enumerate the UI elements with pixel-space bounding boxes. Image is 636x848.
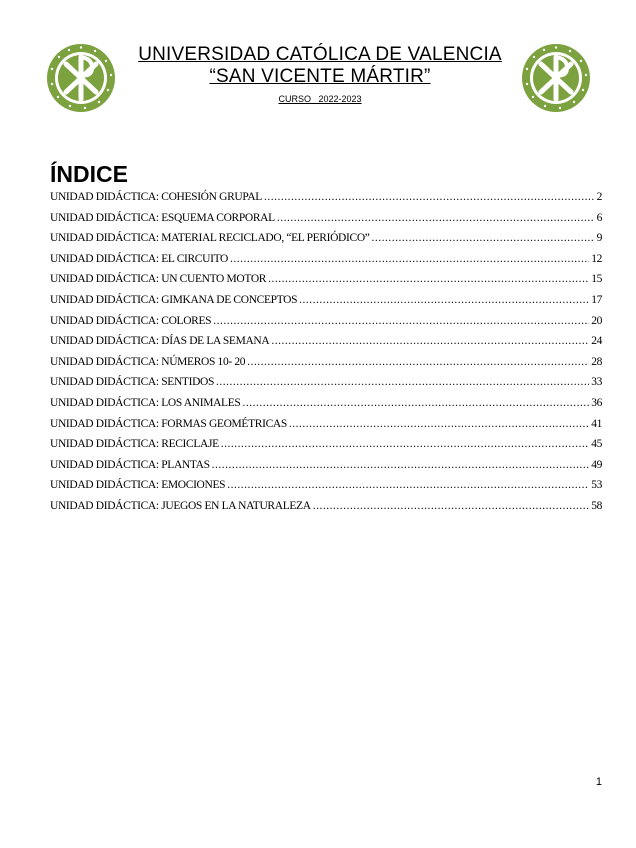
toc-entry-page: 9 — [596, 232, 602, 245]
toc-leader-dots — [277, 212, 595, 224]
toc-leader-dots — [247, 356, 589, 368]
toc-entry[interactable] — [50, 232, 602, 253]
toc-leader-dots — [313, 500, 590, 512]
toc-entry-label: UNIDAD DIDÁCTICA: COHESIÓN GRUPAL — [50, 191, 262, 203]
university-subtitle: “SAN VICENTE MÁRTIR” — [209, 66, 431, 87]
toc-entry-label: UNIDAD DIDÁCTICA: RECICLAJE — [50, 438, 219, 451]
toc-entry-page: 58 — [591, 499, 602, 512]
toc-leader-dots — [372, 232, 595, 244]
toc-entry-label: UNIDAD DIDÁCTICA: FORMAS GEOMÉTRICAS — [50, 417, 287, 430]
toc-entry-label: UNIDAD DIDÁCTICA: COLORES — [50, 314, 212, 327]
toc-entry[interactable] — [50, 315, 602, 336]
toc-entry-page: 41 — [591, 417, 602, 430]
toc-entry-page: 6 — [596, 211, 602, 224]
toc-leader-dots — [221, 438, 589, 450]
toc-entry-label: UNIDAD DIDÁCTICA: GIMKANA DE CONCEPTOS — [50, 293, 298, 306]
page-number: 1 — [595, 776, 602, 788]
toc-leader-dots — [213, 315, 589, 327]
toc-entry[interactable] — [50, 479, 602, 500]
toc-entry-page: 33 — [591, 376, 602, 389]
toc-leader-dots — [268, 273, 589, 285]
toc-leader-dots — [299, 294, 589, 306]
toc-entry-page: 12 — [591, 252, 602, 265]
toc-entry[interactable] — [50, 356, 602, 377]
toc-entry[interactable] — [50, 253, 602, 274]
toc-entry-page: 24 — [591, 335, 602, 348]
toc-entry-label: UNIDAD DIDÁCTICA: EMOCIONES — [50, 479, 226, 492]
toc-entry-label: UNIDAD DIDÁCTICA: DÍAS DE LA SEMANA — [50, 335, 270, 348]
toc-entry[interactable] — [50, 294, 602, 315]
toc-leader-dots — [264, 191, 595, 203]
toc-entry-page: 20 — [591, 314, 602, 327]
toc-leader-dots — [216, 376, 589, 388]
toc-leader-dots — [212, 459, 590, 471]
toc-entry-label: UNIDAD DIDÁCTICA: PLANTAS — [50, 458, 210, 471]
toc-leader-dots — [230, 253, 589, 265]
toc-leader-dots — [289, 418, 589, 430]
toc-entry-label: UNIDAD DIDÁCTICA: MATERIAL RECICLADO, “EL PERIÓDICO” — [50, 232, 370, 245]
table-of-contents — [50, 191, 602, 521]
index-title: ÍNDICE — [50, 161, 128, 187]
toc-entry[interactable] — [50, 397, 602, 418]
toc-entry-page: 28 — [591, 355, 602, 368]
toc-entry-label: UNIDAD DIDÁCTICA: JUEGOS EN LA NATURALEZA — [50, 499, 311, 512]
toc-entry[interactable] — [50, 418, 602, 439]
toc-entry-page: 45 — [591, 438, 602, 451]
toc-entry[interactable] — [50, 191, 602, 212]
university-name: UNIVERSIDAD CATÓLICA DE VALENCIA — [138, 44, 502, 65]
toc-entry[interactable] — [50, 438, 602, 459]
toc-entry-page: 49 — [591, 458, 602, 471]
course-year: CURSO 2022-2023 — [278, 94, 362, 104]
toc-entry[interactable] — [50, 273, 602, 294]
toc-entry-page: 15 — [591, 273, 602, 286]
university-seal-icon — [520, 42, 592, 114]
toc-entry-label: UNIDAD DIDÁCTICA: ESQUEMA CORPORAL — [50, 211, 275, 224]
toc-entry-page: 17 — [591, 293, 602, 306]
toc-entry-page: 36 — [591, 396, 602, 409]
toc-entry-page: 2 — [596, 191, 602, 203]
toc-entry-page: 53 — [591, 479, 602, 492]
toc-leader-dots — [242, 397, 589, 409]
toc-entry-label: UNIDAD DIDÁCTICA: EL CIRCUITO — [50, 252, 228, 265]
toc-entry[interactable] — [50, 212, 602, 233]
toc-entry[interactable] — [50, 459, 602, 480]
university-seal-icon — [45, 42, 117, 114]
toc-entry-label: UNIDAD DIDÁCTICA: UN CUENTO MOTOR — [50, 273, 267, 286]
document-header — [120, 44, 520, 105]
toc-entry-label: UNIDAD DIDÁCTICA: SENTIDOS — [50, 376, 215, 389]
toc-leader-dots — [227, 479, 589, 491]
toc-entry-label: UNIDAD DIDÁCTICA: NÚMEROS 10- 20 — [50, 355, 246, 368]
toc-leader-dots — [271, 335, 589, 347]
toc-entry[interactable] — [50, 500, 602, 521]
toc-entry-label: UNIDAD DIDÁCTICA: LOS ANIMALES — [50, 396, 241, 409]
toc-entry[interactable] — [50, 376, 602, 397]
toc-entry[interactable] — [50, 335, 602, 356]
